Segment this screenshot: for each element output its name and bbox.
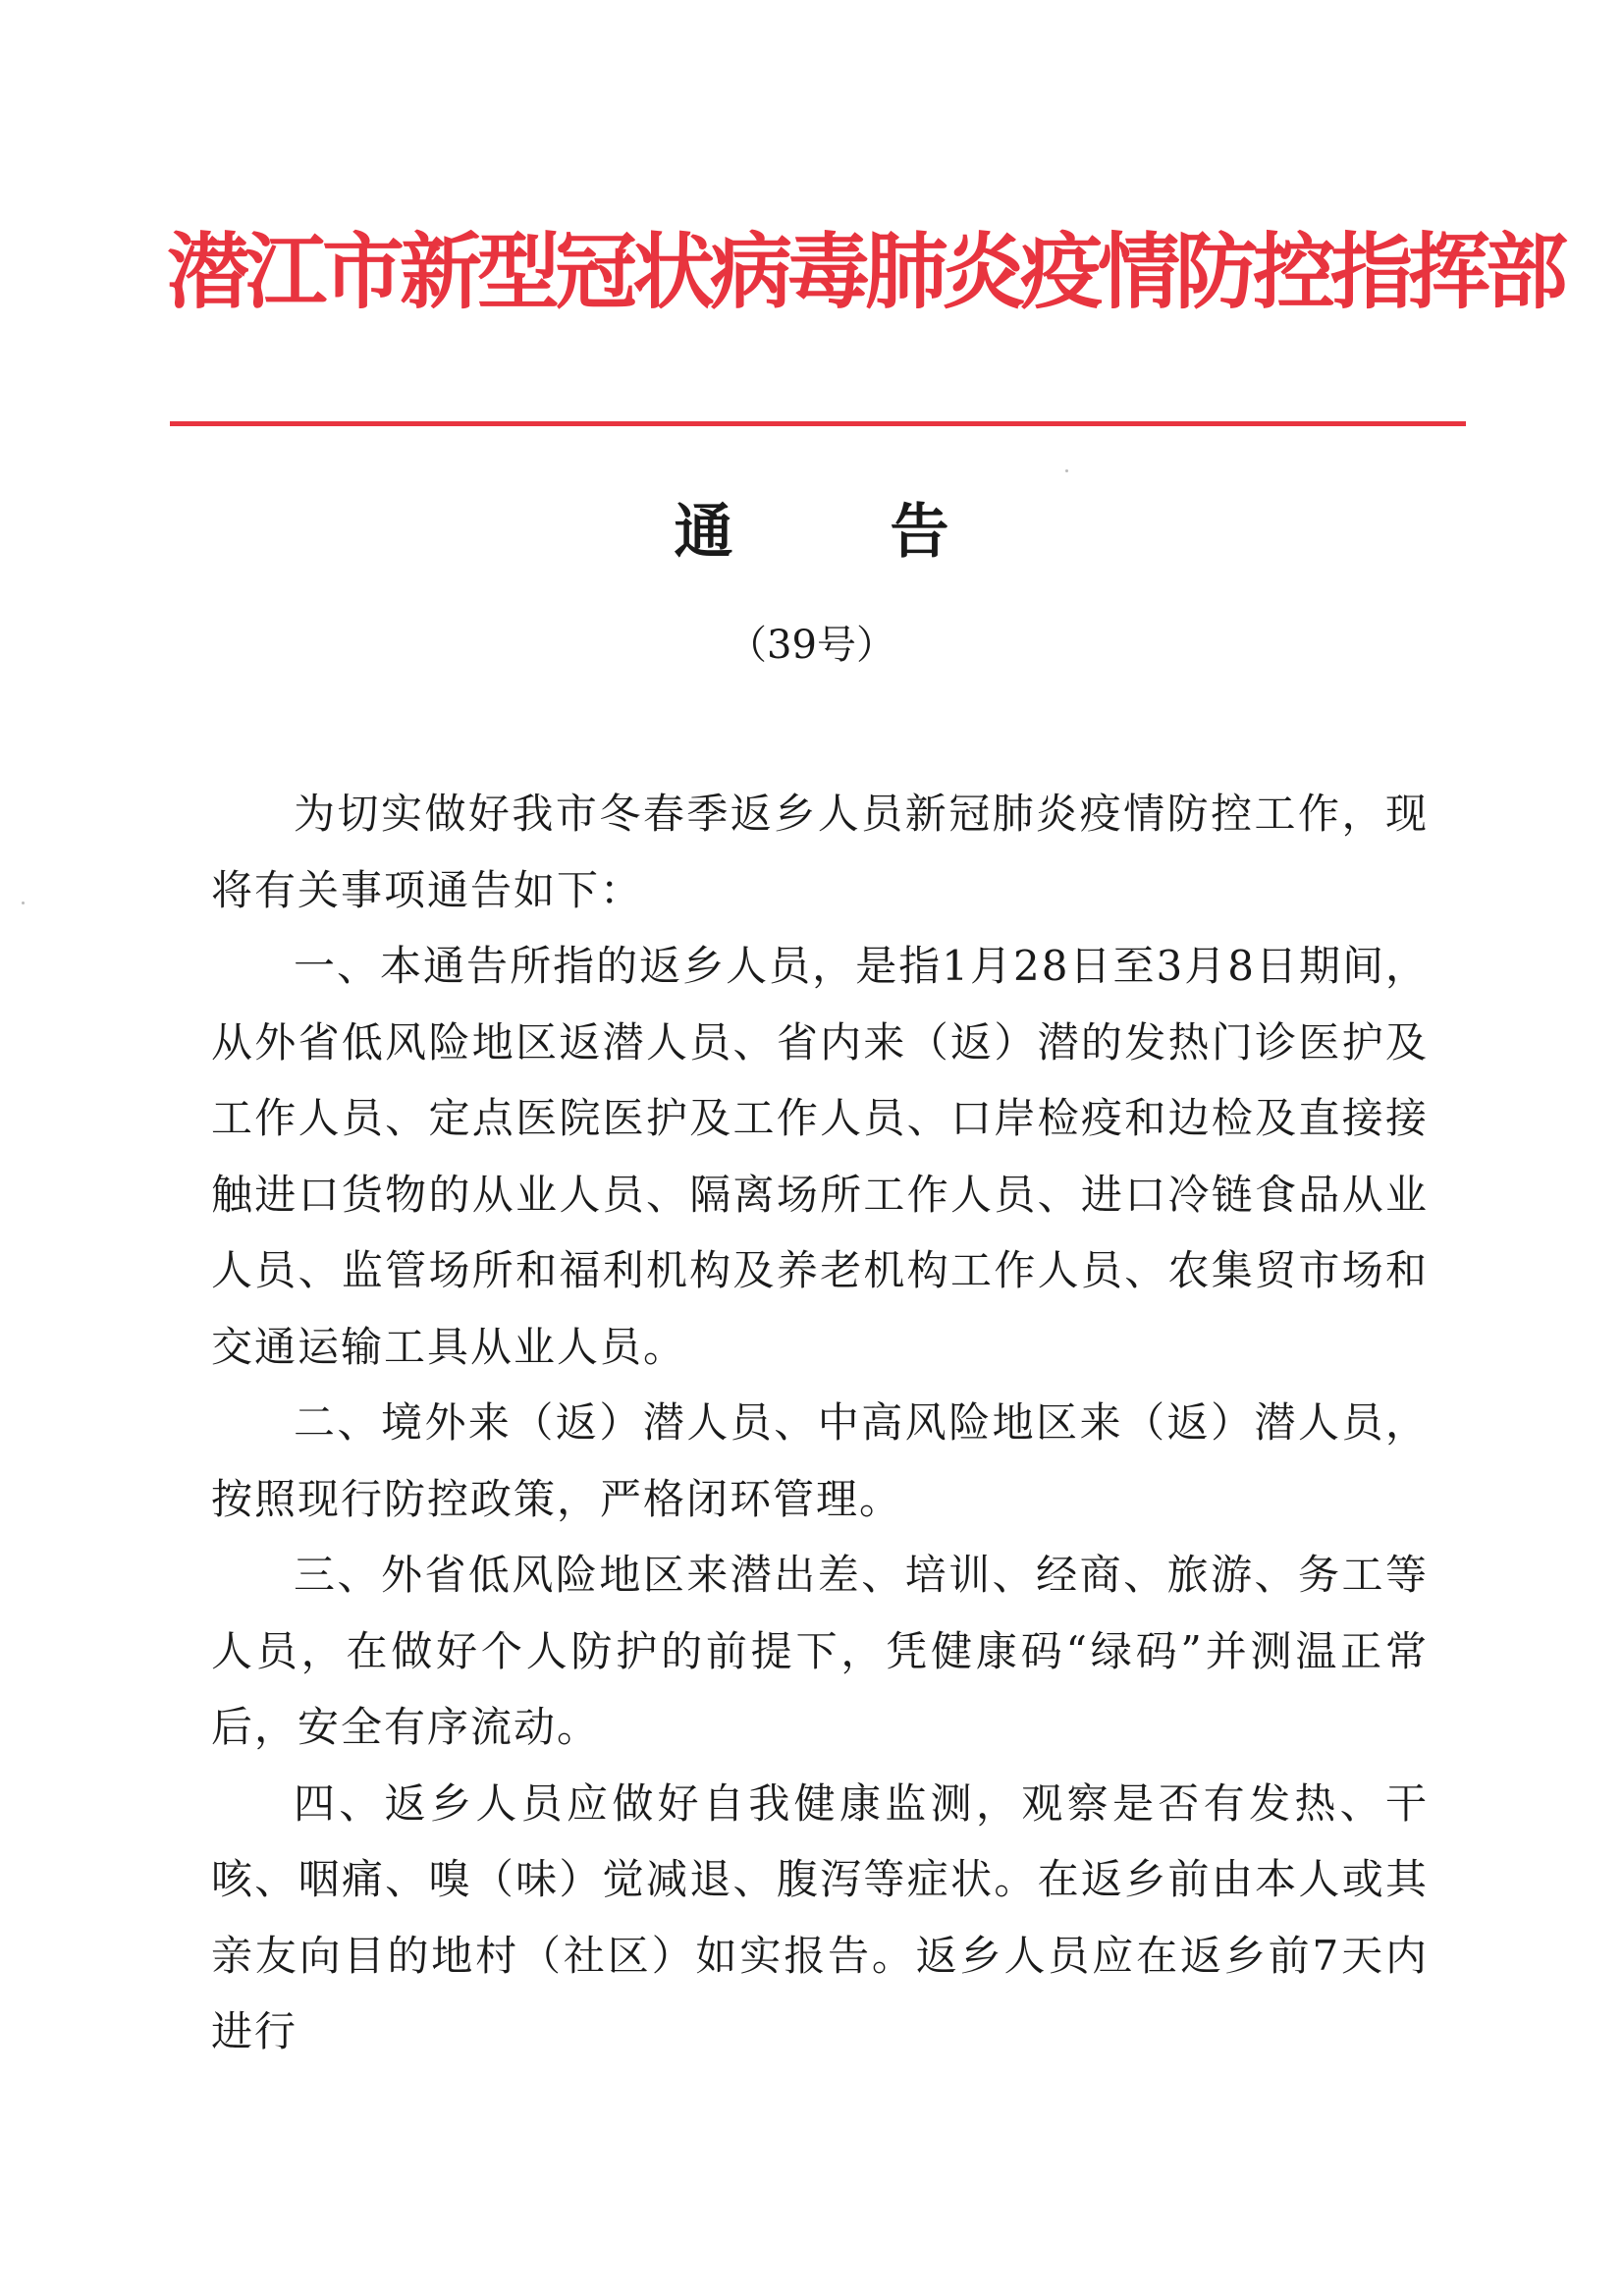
notice-title: 通告 <box>674 498 1107 567</box>
scan-speck <box>1065 469 1068 472</box>
paragraph-intro: 为切实做好我市冬春季返乡人员新冠肺炎疫情防控工作，现将有关事项通告如下： <box>211 790 1429 914</box>
paragraph-item-4: 四、返乡人员应做好自我健康监测，观察是否有发热、干咳、咽痛、嗅（味）觉减退、腹泻等症状。在返乡前由本人或其亲友向目的地村（社区）如实报告。返乡人员应在返乡前7天内进行 <box>211 1778 1429 2055</box>
red-divider-rule <box>170 421 1466 426</box>
scan-speck <box>22 902 25 904</box>
paragraph-item-3: 三、外省低风险地区来潜出差、培训、经商、旅游、务工等人员，在做好个人防护的前提下，凭健康码“绿码”并测温正常后，安全有序流动。 <box>211 1551 1429 1751</box>
paragraph-item-2: 二、境外来（返）潜人员、中高风险地区来（返）潜人员，按照现行防控政策，严格闭环管理。 <box>211 1398 1429 1523</box>
paragraph-item-1: 一、本通告所指的返乡人员，是指1月28日至3月8日期间，从外省低风险地区返潜人员、省内来（返）潜的发热门诊医护及工作人员、定点医院医护及工作人员、口岸检疫和边检及直接接触进口货物的从业人员、隔离场所工作人员、进口冷链食品从业人员、监管场所和福利机构及养老机构工作人员、农集贸市场和交通运输工具从业人员。 <box>211 942 1429 1371</box>
notice-body <box>211 776 1429 2070</box>
notice-number: （39号） <box>728 623 895 668</box>
masthead-title: 潜江市新型冠状病毒肺炎疫情防控指挥部 <box>167 223 1564 320</box>
